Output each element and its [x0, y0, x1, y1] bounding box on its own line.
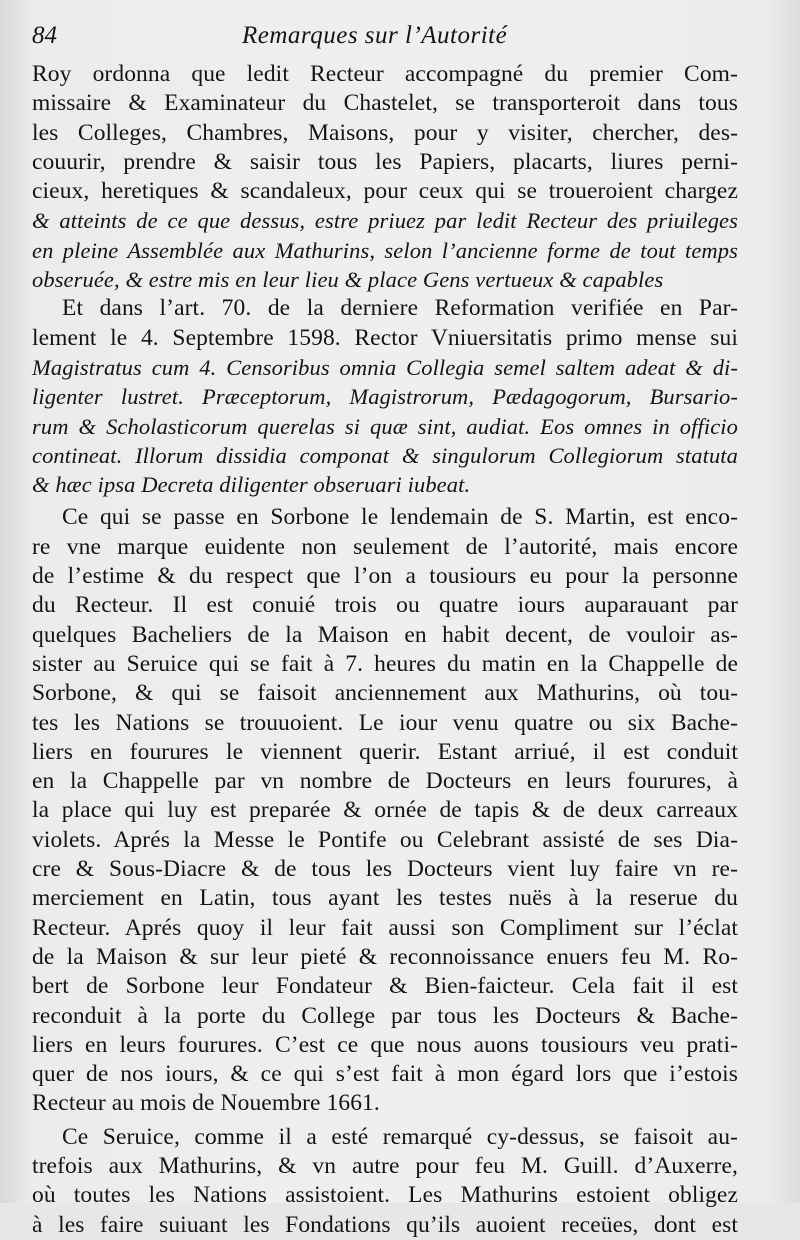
paragraph-start: Ce Seruice, comme il a esté remarqué cy-dessus, se faisoit au- [62, 1123, 738, 1150]
text-line: merciement en Latin, tous ayant les testes nuës à la reserue du [32, 885, 738, 912]
text-line: en pleine Assemblée aux Mathurins, selon l’ancienne forme de tout temps [32, 237, 738, 263]
text-line: de l’estime & du respect que l’on a tousiours eu pour la personne [32, 563, 738, 590]
text-line: trefois aux Mathurins, & vn autre pour feu M. Guill. d’Auxerre, [32, 1152, 738, 1179]
text-line: re vne marque euidente non seulement de l’autorité, mais encore [32, 533, 738, 560]
text-line: reconduit à la porte du College par tous les Docteurs & Bache- [32, 1002, 738, 1029]
page-number: 84 [32, 22, 57, 49]
text-line: liers en fourures le viennent querir. Estant arriué, il est conduit [32, 738, 738, 765]
text-line: quer de nos iours, & ce qui s’est fait à mon égard lors que i’estois [32, 1061, 738, 1088]
paragraph-start: Ce qui se passe en Sorbone le lendemain de S. Martin, est enco- [62, 504, 738, 531]
text-line: en la Chappelle par vn nombre de Docteurs en leurs fourures, à [32, 768, 738, 795]
text-line: ligenter lustret. Præceptorum, Magistrorum, Pædagogorum, Bursario- [32, 384, 738, 410]
text-line: du Recteur. Il est conuié trois ou quatre iours auparauant par [32, 592, 738, 619]
text-line: la place qui luy est preparée & ornée de tapis & de deux carreaux [32, 797, 738, 824]
page-header [32, 20, 738, 60]
text-line: liers en leurs fourures. C’est ce que nous auons tousiours veu prati- [32, 1031, 738, 1058]
text-line: contineat. Illorum dissidia componat & singulorum Collegiorum statuta [32, 442, 738, 468]
text-line: rum & Scholasticorum querelas si quæ sint, audiat. Eos omnes in officio [32, 413, 738, 439]
text-line: Recteur. Aprés quoy il leur fait aussi son Compliment sur l’éclat [32, 914, 738, 941]
text-line: les Colleges, Chambres, Maisons, pour y visiter, chercher, des- [32, 119, 738, 146]
text-line: missaire & Examinateur du Chastelet, se transporteroit dans tous [32, 90, 738, 117]
text-line: obseruée, & estre mis en leur lieu & place Gens vertueux & capables [32, 267, 664, 293]
text-line: Roy ordonna que ledit Recteur accompagné du premier Com- [32, 61, 738, 87]
text-line: violets. Aprés la Messe le Pontife ou Celebrant assisté de ses Dia- [32, 826, 738, 853]
text-line: lement le 4. Septembre 1598. Rector Vniuersitatis primo mense sui [32, 324, 738, 351]
text-line: Recteur au mois de Nouembre 1661. [32, 1090, 380, 1117]
text-line: Magistratus cum 4. Censoribus omnia Collegia semel saltem adeat & di- [32, 354, 738, 380]
text-line: couurir, prendre & saisir tous les Papiers, placarts, liures perni- [32, 148, 738, 175]
running-title: Remarques sur l’Autorité [242, 22, 508, 49]
text-line: quelques Bacheliers de la Maison en habit decent, de vouloir as- [32, 621, 738, 648]
text-line: de la Maison & sur leur pieté & reconnoissance enuers feu M. Ro- [32, 943, 738, 970]
text-line: sister au Seruice qui se fait à 7. heures du matin en la Chappelle de [32, 650, 738, 677]
text-line: où toutes les Nations assistoient. Les Mathurins estoient obligez [32, 1182, 738, 1209]
paragraph-start: Et dans l’art. 70. de la derniere Reformation verifiée en Par- [62, 295, 738, 322]
text-line: & atteints de ce que dessus, estre priuez par ledit Recteur des priuileges [32, 208, 738, 234]
text-line: bert de Sorbone leur Fondateur & Bien-faicteur. Cela fait il est [32, 973, 738, 1000]
text-line: & hæc ipsa Decreta diligenter obseruari iubeat. [32, 472, 471, 498]
text-line: cieux, heretiques & scandaleux, pour ceux qui se troueroient chargez [32, 178, 738, 205]
body-text [32, 60, 738, 1240]
text-line: à les faire suiuant les Fondations qu’ils auoient receües, dont est [32, 1211, 738, 1238]
text-line: tes les Nations se trouuoient. Le iour venu quatre ou six Bache- [32, 709, 738, 736]
text-line: cre & Sous-Diacre & de tous les Docteurs vient luy faire vn re- [32, 856, 738, 883]
text-line: Sorbone, & qui se faisoit anciennement aux Mathurins, où tou- [32, 680, 738, 707]
